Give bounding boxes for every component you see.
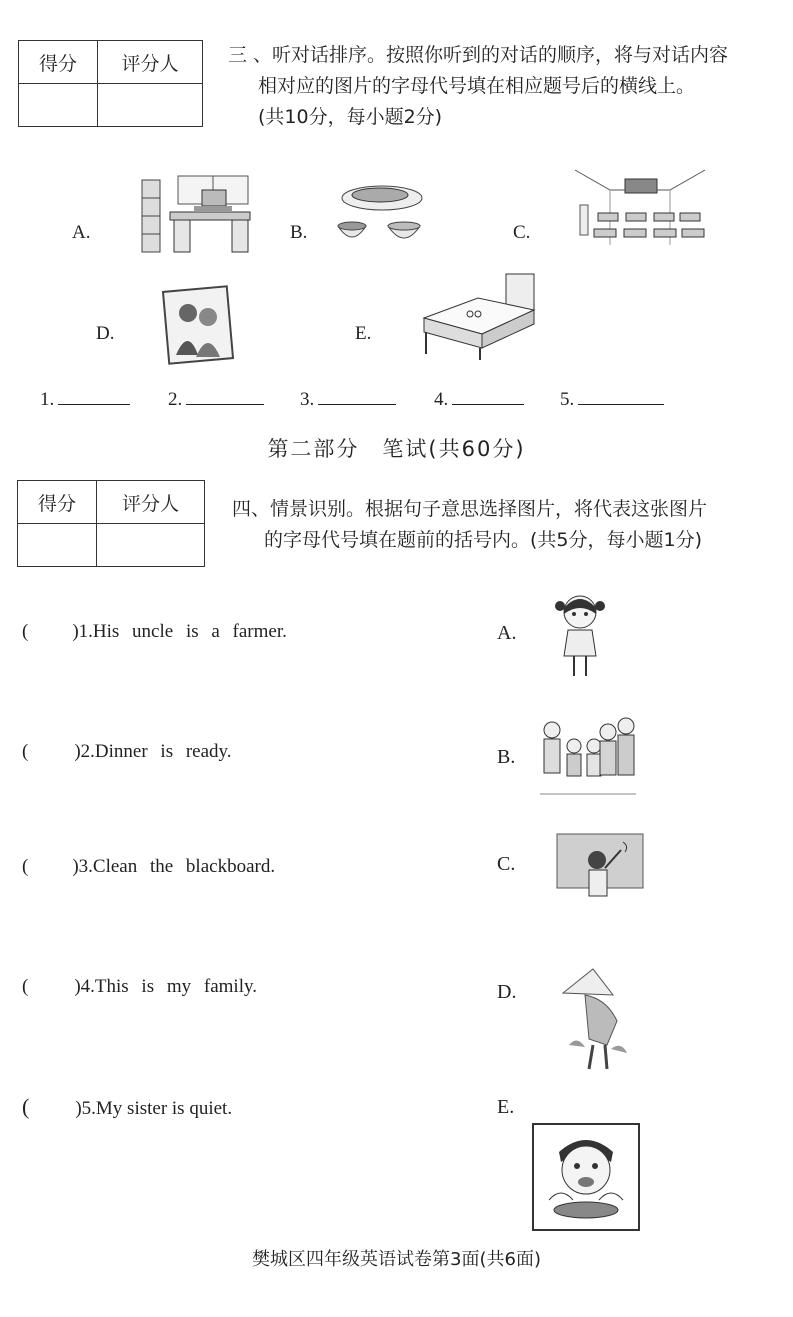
picture-label-e: E.: [355, 323, 372, 344]
answer-paren-3[interactable]: (: [22, 856, 29, 877]
boy-eating-picture: [531, 1122, 641, 1232]
grader-cell[interactable]: [97, 524, 205, 567]
picture-label-b: B.: [290, 222, 308, 243]
answer-paren-2[interactable]: (: [22, 741, 29, 762]
question-text-5: )5.My sister is quiet.: [75, 1098, 233, 1119]
option-label-b: B.: [497, 746, 516, 768]
question-4: [22, 976, 257, 998]
dinner-food-picture: [330, 178, 430, 253]
answer-blank-4[interactable]: [452, 388, 524, 405]
option-label-a: A.: [497, 622, 517, 644]
grader-cell[interactable]: [98, 84, 203, 127]
study-room-picture: [130, 170, 265, 260]
answer-number-5: 5.: [560, 389, 575, 410]
farmer-picture: [555, 965, 640, 1075]
grader-label: 评分人: [98, 41, 203, 84]
answer-blank-2[interactable]: [186, 388, 264, 405]
picture-label-d: D.: [96, 323, 115, 344]
answer-paren-5[interactable]: (: [22, 1094, 30, 1119]
family-picture: [538, 712, 638, 798]
answer-number-3: 3.: [300, 389, 315, 410]
part2-heading: 第二部分 笔试(共60分): [267, 437, 526, 461]
answer-number-4: 4.: [434, 389, 449, 410]
bed-picture: [418, 270, 543, 362]
answer-number-2: 2.: [168, 389, 183, 410]
picture-label-c: C.: [513, 222, 531, 243]
option-label-e: E.: [497, 1096, 515, 1118]
score-label: 得分: [19, 41, 98, 84]
question-text-3: )3.Clean the blackboard.: [72, 856, 276, 877]
picture-label-a: A.: [72, 222, 91, 243]
section4-title-line2: 的字母代号填在题前的括号内。(共5分，每小题1分): [264, 529, 703, 551]
classroom-picture: [570, 165, 710, 250]
section4-title-line1: 四、情景识别。根据句子意思选择图片，将代表这张图片: [232, 498, 708, 520]
option-label-c: C.: [497, 853, 516, 875]
question-1: [22, 621, 287, 643]
score-cell[interactable]: [18, 524, 97, 567]
answer-paren-1[interactable]: (: [22, 621, 29, 642]
score-table-section3: [18, 40, 203, 127]
answer-row: [40, 388, 740, 412]
section3-title: [228, 40, 788, 133]
family-photo-picture: [160, 283, 240, 365]
section3-title-line2: 相对应的图片的字母代号填在相应题号后的横线上。: [258, 75, 696, 97]
question-3: [22, 856, 275, 878]
question-text-4: )4.This is my family.: [74, 976, 257, 997]
question-5: [22, 1094, 232, 1120]
score-cell[interactable]: [19, 84, 98, 127]
cleaning-blackboard-picture: [555, 832, 645, 902]
page-footer: 樊城区四年级英语试卷第3面(共6面): [252, 1249, 541, 1270]
score-label: 得分: [18, 481, 97, 524]
question-text-1: )1.His uncle is a farmer.: [72, 621, 287, 642]
question-2: [22, 741, 232, 763]
option-label-d: D.: [497, 981, 517, 1003]
answer-number-1: 1.: [40, 389, 55, 410]
grader-label: 评分人: [97, 481, 205, 524]
answer-blank-5[interactable]: [578, 388, 664, 405]
section3-points: (共10分，每小题2分): [258, 106, 443, 128]
answer-paren-4[interactable]: (: [22, 976, 29, 997]
section3-title-line1: 三 、听对话排序。按照你听到的对话的顺序，将与对话内容: [228, 44, 729, 66]
question-text-2: )2.Dinner is ready.: [74, 741, 232, 762]
girl-picture: [550, 590, 610, 682]
section4-title: [232, 494, 787, 556]
answer-blank-1[interactable]: [58, 388, 130, 405]
answer-blank-3[interactable]: [318, 388, 396, 405]
score-table-section4: [17, 480, 205, 567]
